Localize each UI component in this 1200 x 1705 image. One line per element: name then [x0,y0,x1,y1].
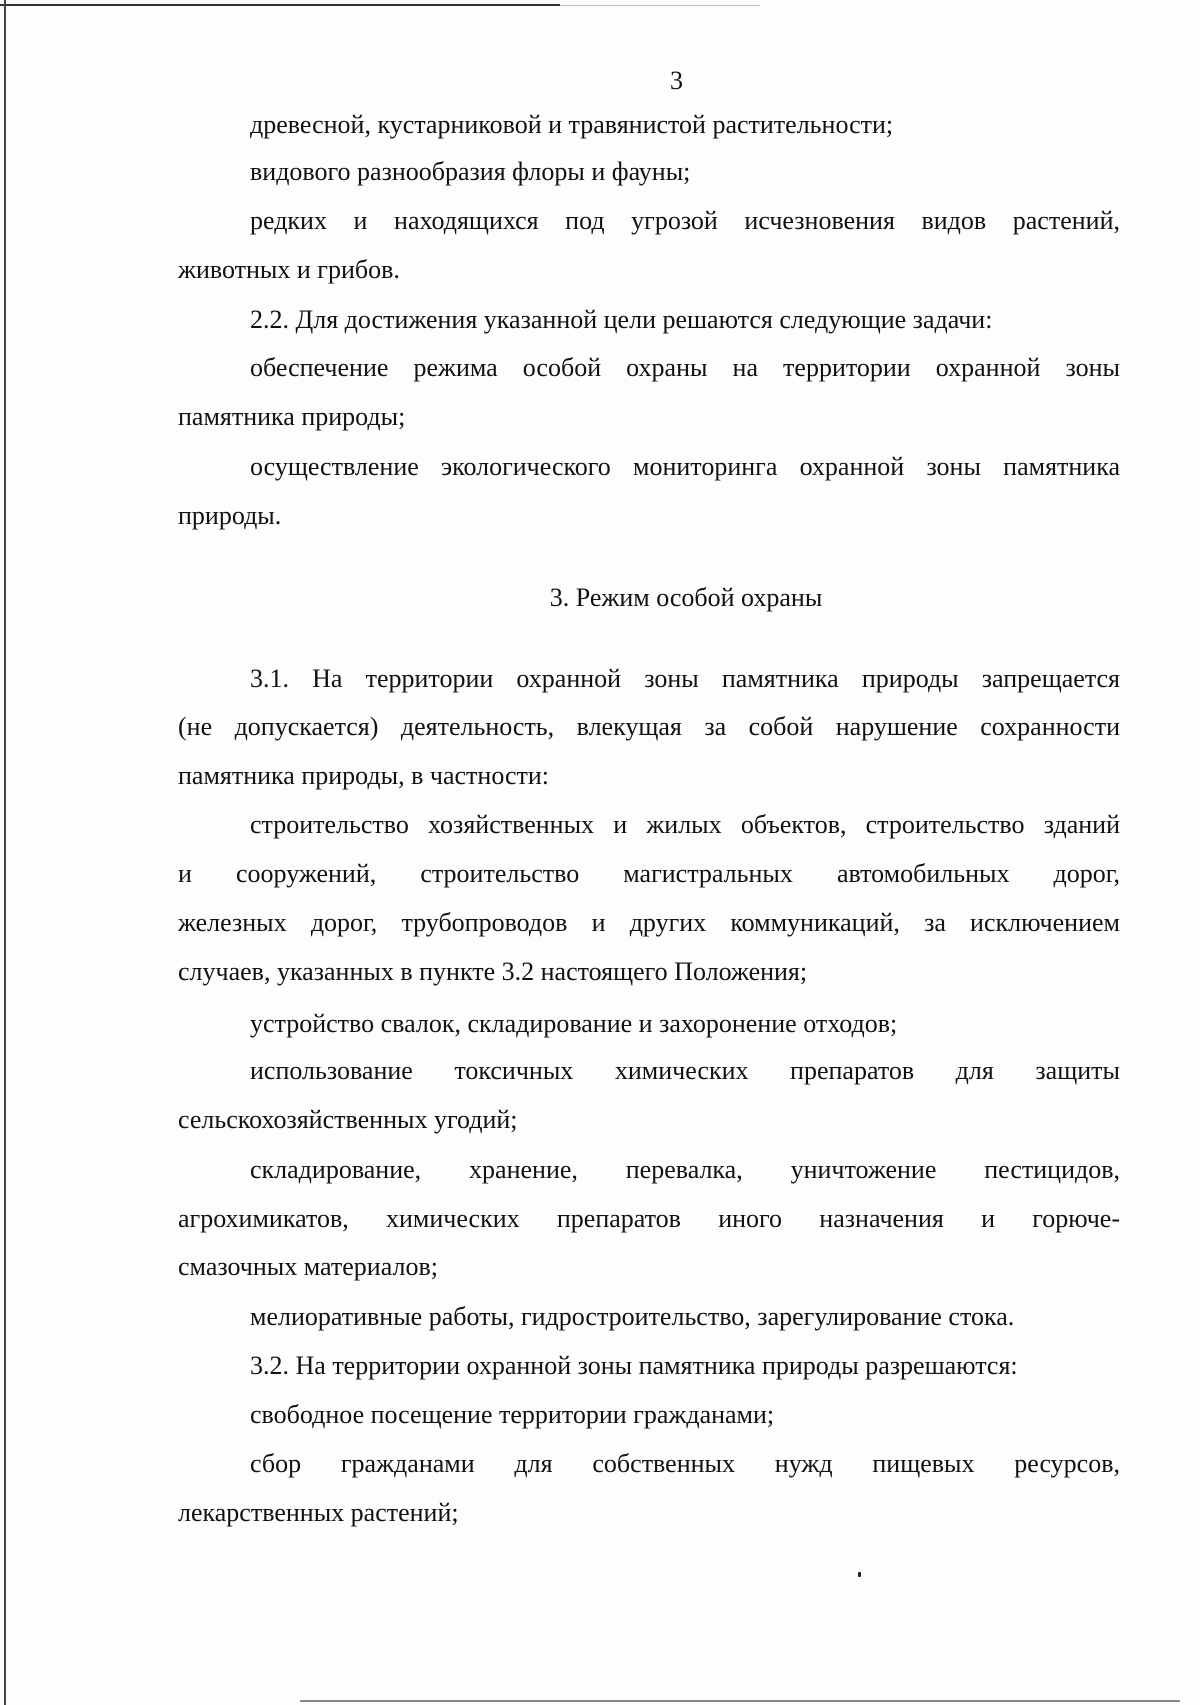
text-line: памятника природы; [178,402,406,431]
text-line: животных и грибов. [178,255,400,284]
page-number: 3 [670,66,683,95]
text-line: памятника природы, в частности: [178,761,550,790]
section-heading: 3. Режим особой охраны [549,583,823,612]
text-line: и сооружений, строительство магистральных автомобильных дорог, [178,859,1120,888]
text-line: (не допускается) деятельность, влекущая за собой нарушение сохранности [178,712,1120,741]
scan-edge-left [4,0,6,1705]
scan-speck [858,1572,861,1577]
text-line: складирование, хранение, перевалка, уничтожение пестицидов, [250,1155,1120,1184]
text-line: строительство хозяйственных и жилых объектов, строительство зданий [250,810,1120,839]
text-line: редких и находящихся под угрозой исчезновения видов растений, [250,206,1120,235]
text-line: случаев, указанных в пункте 3.2 настоящего Положения; [178,957,808,986]
text-line: смазочных материалов; [178,1252,438,1281]
scan-edge-top-faint [560,5,760,6]
text-line: использование токсичных химических препаратов для защиты [250,1056,1120,1085]
text-line: железных дорог, трубопроводов и других коммуникаций, за исключением [178,908,1120,937]
text-line: 3.2. На территории охранной зоны памятника природы разрешаются: [250,1351,1018,1380]
scan-edge-bottom [300,1700,1180,1702]
text-line: сельскохозяйственных угодий; [178,1105,518,1134]
text-line: 3.1. На территории охранной зоны памятника природы запрещается [250,664,1120,693]
scan-edge-top [0,4,560,6]
text-line: устройство свалок, складирование и захоронение отходов; [250,1009,898,1038]
text-line: лекарственных растений; [178,1498,459,1527]
text-line: сбор гражданами для собственных нужд пищевых ресурсов, [250,1449,1120,1478]
text-line: агрохимикатов, химических препаратов иного назначения и горюче- [178,1204,1120,1233]
text-line: древесной, кустарниковой и травянистой растительности; [250,110,894,139]
text-line: обеспечение режима особой охраны на территории охранной зоны [250,353,1120,382]
text-line: свободное посещение территории гражданами; [250,1400,775,1429]
text-line: осуществление экологического мониторинга охранной зоны памятника [250,452,1120,481]
text-line: 2.2. Для достижения указанной цели решаются следующие задачи: [250,305,993,334]
text-line: природы. [178,501,282,530]
text-line: мелиоративные работы, гидростроительство, зарегулирование стока. [250,1302,1015,1331]
text-line: видового разнообразия флоры и фауны; [250,157,691,186]
